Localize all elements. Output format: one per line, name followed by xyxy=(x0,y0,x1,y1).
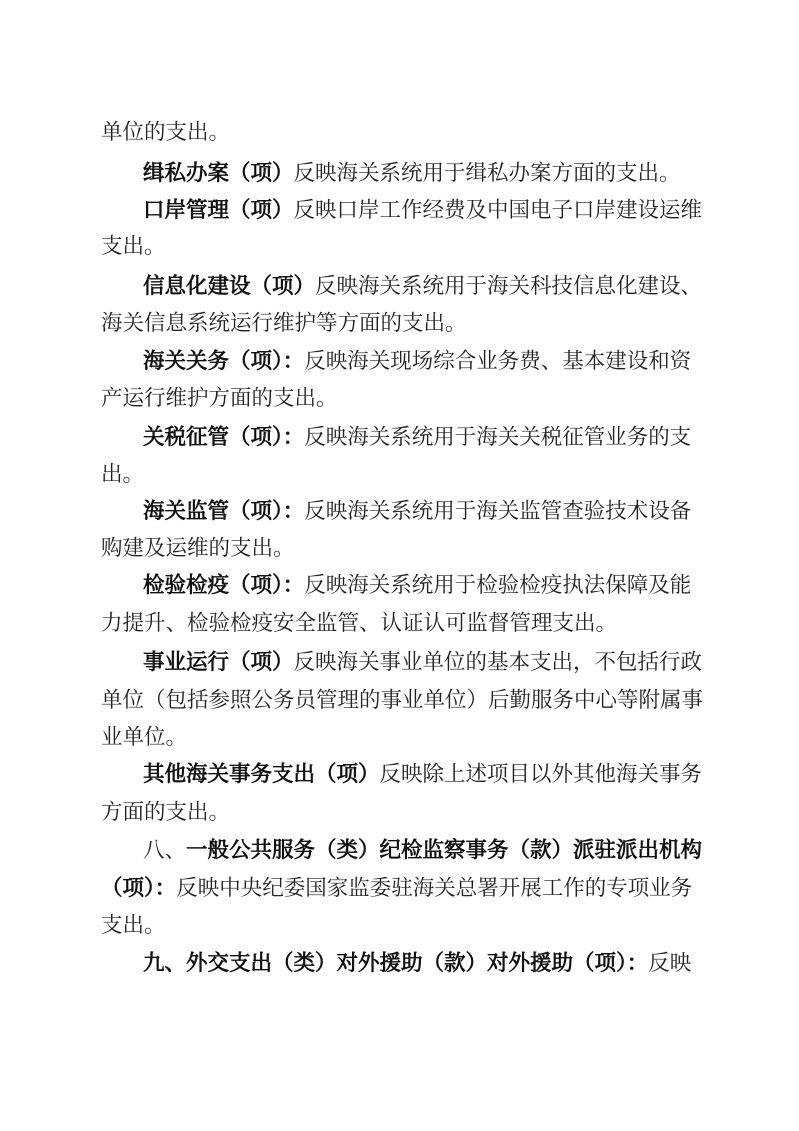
item-heading: 海关关务（项）： xyxy=(143,349,305,374)
item-heading: 关税征管（项）： xyxy=(143,425,305,450)
paragraph-line xyxy=(143,649,799,677)
line-text: 反映海关系统用于海关科技信息化建设、 xyxy=(315,274,703,299)
item-heading: 缉私办案（项） xyxy=(143,161,294,186)
paragraph-line xyxy=(101,687,799,715)
paragraph-line xyxy=(101,724,799,752)
line-text: 购建及运维的支出。 xyxy=(101,536,295,561)
line-text: 支出。 xyxy=(101,913,166,938)
item-heading: 事业运行（项） xyxy=(143,650,294,675)
item-heading: 检验检疫（项）： xyxy=(143,573,305,598)
item-heading: 一般公共服务（类）纪检监察事务（款）派驻派出机构 xyxy=(186,838,703,863)
line-text: 反映海关系统用于检验检疫执法保障及能 xyxy=(304,573,692,598)
line-text: 八、 xyxy=(143,838,187,863)
item-heading: 信息化建设（项） xyxy=(143,274,316,299)
line-text: 海关信息系统运行维护等方面的支出。 xyxy=(101,311,467,336)
line-text: 支出。 xyxy=(101,234,166,259)
paragraph-line xyxy=(143,273,799,301)
line-text: 反映海关系统用于缉私办案方面的支出。 xyxy=(293,161,681,186)
paragraph-line xyxy=(101,233,799,261)
paragraph-line xyxy=(143,498,799,526)
item-heading: 口岸管理（项） xyxy=(143,198,294,223)
paragraph-line xyxy=(101,119,799,147)
item-heading: 九、外交支出（类）对外援助（款）对外援助（项）： xyxy=(143,951,649,976)
item-heading: 其他海关事务支出（项） xyxy=(143,762,380,787)
paragraph-line xyxy=(143,424,799,452)
paragraph-line xyxy=(101,535,799,563)
line-text: 反映海关系统用于海关监管查验技术设备 xyxy=(304,499,692,524)
paragraph-line xyxy=(143,761,799,789)
line-text: 业单位。 xyxy=(101,725,188,750)
line-text: 反映海关事业单位的基本支出，不包括行政 xyxy=(293,650,703,675)
line-text: 反映海关现场综合业务费、基本建设和资 xyxy=(304,349,692,374)
line-text: 单位的支出。 xyxy=(101,120,231,145)
line-text: 反映除上述项目以外其他海关事务 xyxy=(379,762,703,787)
paragraph-line xyxy=(101,799,799,827)
line-text: 产运行维护方面的支出。 xyxy=(101,386,338,411)
paragraph-line xyxy=(101,912,799,940)
line-text: 反映中央纪委国家监委驻海关总署开展工作的专项业务 xyxy=(176,876,693,901)
item-heading: （项）： xyxy=(101,876,177,901)
line-text: 出。 xyxy=(101,462,145,487)
line-text: 反映海关系统用于海关关税征管业务的支 xyxy=(304,425,692,450)
line-text: 力提升、检验检疫安全监管、认证认可监督管理支出。 xyxy=(101,611,618,636)
paragraph-line xyxy=(143,837,799,865)
paragraph-line xyxy=(143,572,799,600)
paragraph-line xyxy=(101,461,799,489)
paragraph-line xyxy=(101,610,799,638)
item-heading: 海关监管（项）： xyxy=(143,499,305,524)
line-text: 方面的支出。 xyxy=(101,800,231,825)
paragraph-line xyxy=(143,950,799,978)
paragraph-line xyxy=(101,385,799,413)
paragraph-line xyxy=(143,197,799,225)
line-text: 反映口岸工作经费及中国电子口岸建设运维 xyxy=(293,198,703,223)
line-text: 单位（包括参照公务员管理的事业单位）后勤服务中心等附属事 xyxy=(101,688,704,713)
paragraph-line xyxy=(143,160,799,188)
paragraph-line xyxy=(101,310,799,338)
paragraph-line xyxy=(101,875,799,903)
line-text: 反映 xyxy=(648,951,692,976)
paragraph-line xyxy=(143,348,799,376)
